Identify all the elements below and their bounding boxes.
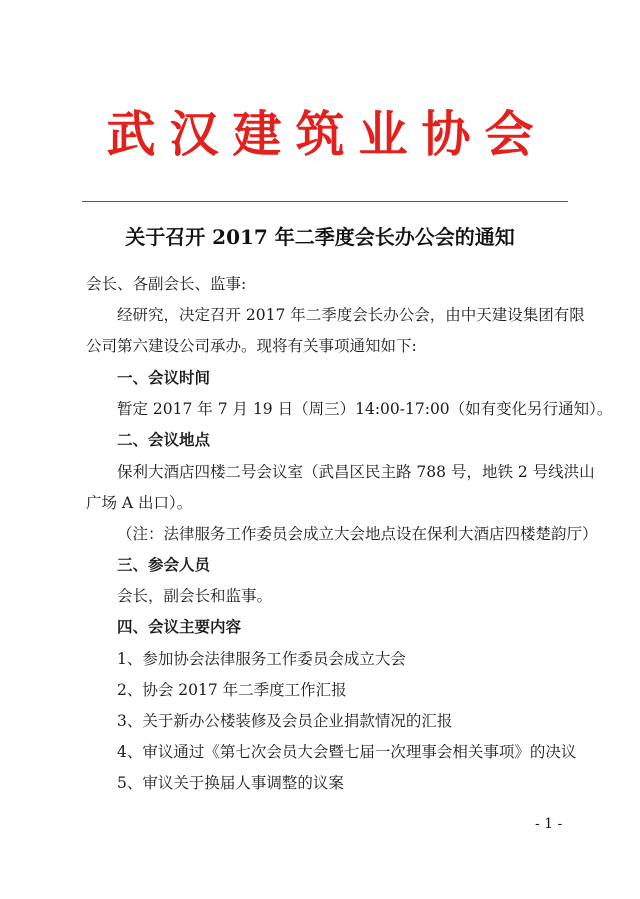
notice-title: 关于召开 2017 年二季度会长办公会的通知: [125, 225, 515, 249]
agenda-item: 3、关于新办公楼装修及会员企业捐款情况的汇报: [117, 712, 453, 730]
section-heading-agenda: 四、会议主要内容: [117, 618, 242, 636]
agenda-item: 5、审议关于换届人事调整的议案: [117, 774, 344, 792]
section-text-attendees: 会长，副会长和监事。: [117, 587, 273, 605]
agenda-item: 1、参加协会法律服务工作委员会成立大会: [117, 650, 406, 668]
agenda-item: 4、审议通过《第七次会员大会暨七届一次理事会相关事项》的决议: [117, 743, 577, 761]
section-heading-attendees: 三、参会人员: [117, 556, 211, 574]
letterhead-divider: [82, 201, 568, 202]
location-note: （注：法律服务工作委员会成立大会地点设在保利大酒店四楼楚韵厅）: [117, 525, 598, 543]
agenda-item: 2、协会 2017 年二季度工作汇报: [117, 681, 347, 699]
section-heading-time: 一、会议时间: [117, 369, 211, 387]
intro-line-1: 经研究，决定召开 2017 年二季度会长办公会，由中天建设集团有限: [117, 306, 585, 324]
section-text-time: 暂定 2017 年 7 月 19 日（周三）14:00-17:00（如有变化另行通知）。: [117, 400, 613, 418]
section-text-location-line-2: 广场 A 出口）。: [86, 494, 193, 512]
organization-letterhead: 武汉建筑业协会: [106, 105, 548, 163]
salutation: 会长、各副会长、监事:: [86, 275, 247, 293]
page-number: - 1 -: [535, 816, 563, 832]
intro-line-2: 公司第六建设公司承办。现将有关事项通知如下:: [86, 337, 417, 355]
section-text-location-line-1: 保利大酒店四楼二号会议室（武昌区民主路 788 号，地铁 2 号线洪山: [117, 463, 595, 481]
section-heading-location: 二、会议地点: [117, 431, 211, 449]
